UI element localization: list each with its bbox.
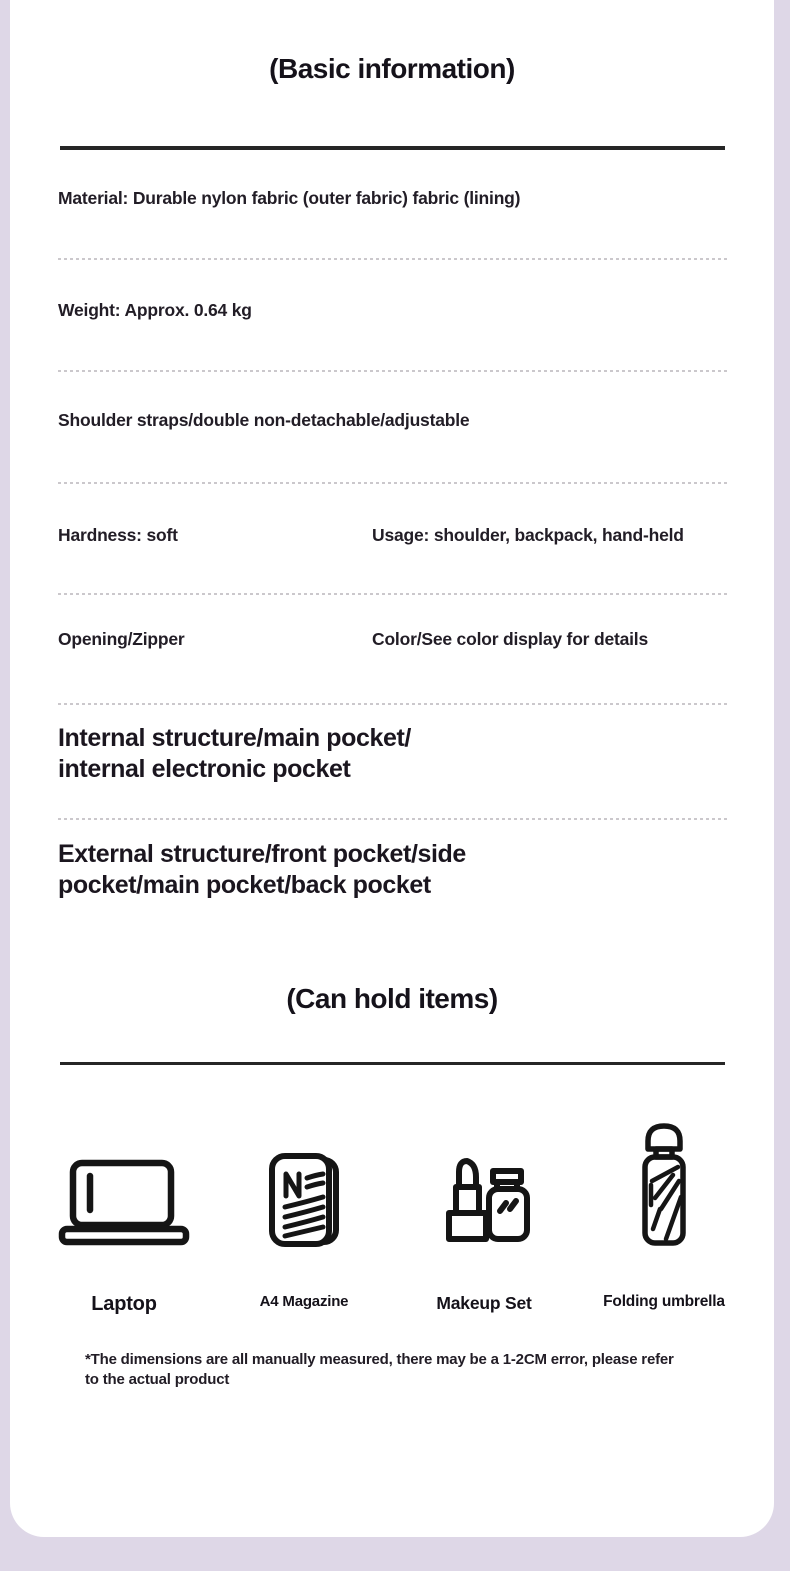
measurement-disclaimer: *The dimensions are all manually measured, there may be a 1-2CM error, please refer to the actual product [85,1351,674,1388]
spec-color: Color/See color display for details [372,629,648,649]
laptop-item [34,1159,214,1247]
product-info-card [10,0,774,1537]
spec-weight: Weight: Approx. 0.64 kg [58,300,252,320]
basic-info-divider [60,146,725,150]
spec-opening: Opening/Zipper [58,629,185,649]
external-structure-line1: External structure/front pocket/side [58,840,466,868]
magazine-icon [266,1151,342,1247]
spec-external-structure [58,839,466,901]
dashed-separator [58,703,727,705]
can-hold-labels-row [34,1293,754,1316]
internal-structure-line1: Internal structure/main pocket/ [58,724,411,752]
external-structure-line2: pocket/main pocket/back pocket [58,871,431,899]
umbrella-label: Folding umbrella [603,1293,725,1310]
dashed-separator [58,258,727,260]
umbrella-item [574,1121,754,1247]
dashed-separator [58,593,727,595]
dashed-separator [58,370,727,372]
makeup-label: Makeup Set [436,1293,532,1313]
dashed-separator [58,482,727,484]
can-hold-icons-row [34,1121,754,1247]
spec-internal-structure [58,723,411,785]
spec-hardness: Hardness: soft [58,525,178,545]
magazine-item [214,1151,394,1247]
can-hold-divider [60,1062,725,1065]
magazine-label: A4 Magazine [259,1293,349,1310]
makeup-icon [436,1151,532,1247]
laptop-label: Laptop [91,1293,157,1315]
internal-structure-line2: internal electronic pocket [58,755,351,783]
spec-material: Material: Durable nylon fabric (outer fabric) fabric (lining) [58,188,521,208]
makeup-item [394,1151,574,1247]
spec-shoulder-straps: Shoulder straps/double non-detachable/adjustable [58,410,470,430]
umbrella-icon [640,1121,688,1247]
spec-usage: Usage: shoulder, backpack, hand-held [372,525,684,545]
basic-info-title: (Basic information) [269,53,515,84]
can-hold-title: (Can hold items) [286,983,498,1014]
dashed-separator [58,818,727,820]
laptop-icon [58,1159,190,1247]
